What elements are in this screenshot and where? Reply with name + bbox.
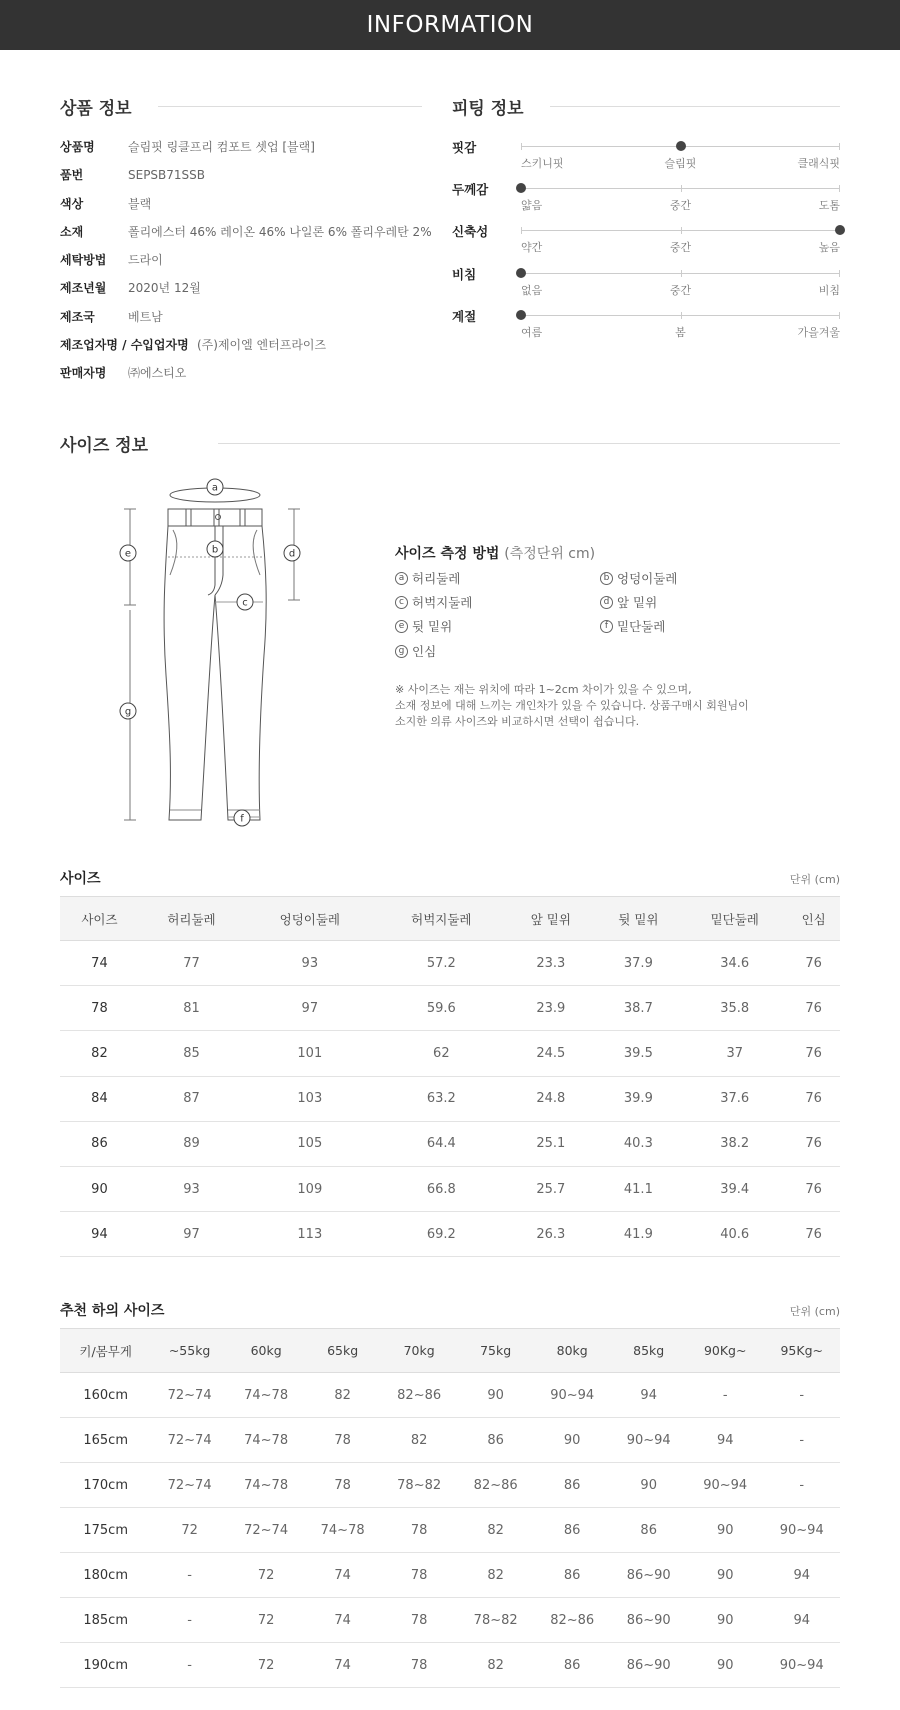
table-cell: 90 (687, 1598, 764, 1643)
measure-item (600, 569, 677, 587)
table-cell: 23.3 (507, 941, 595, 986)
fitting-tick (681, 312, 682, 319)
table-cell: 94 (763, 1553, 840, 1598)
measure-label: 인심 (412, 644, 437, 659)
table-cell: 103 (244, 1076, 376, 1121)
table-cell: 77 (139, 941, 244, 986)
table-cell: 78 (304, 1463, 381, 1508)
fitting-tick (681, 227, 682, 234)
table-cell: 74~78 (228, 1418, 305, 1463)
marker-g: g (124, 706, 132, 718)
table-row (60, 986, 840, 1031)
product-info-value: (주)제이엘 엔터프라이즈 (197, 338, 327, 353)
table-cell: 74~78 (228, 1463, 305, 1508)
table-cell: 78 (381, 1553, 458, 1598)
fitting-scale-label: 클래식핏 (797, 157, 840, 170)
table-cell: 90~94 (763, 1643, 840, 1688)
measure-label: 밑단둘레 (617, 619, 666, 634)
product-info-value: 베트남 (128, 309, 163, 324)
divider (550, 106, 840, 107)
product-info-key: 색상 (60, 196, 84, 211)
table-cell: 34.6 (682, 941, 787, 986)
fitting-info-heading (452, 94, 840, 119)
table-cell: 97 (139, 1212, 244, 1257)
table-cell: 63.2 (376, 1076, 508, 1121)
table-cell: 38.2 (682, 1121, 787, 1166)
column-header: 85kg (610, 1329, 687, 1373)
product-info-row (60, 194, 440, 222)
table-cell: 90 (687, 1553, 764, 1598)
table-cell: 59.6 (376, 986, 508, 1031)
measure-item (600, 593, 657, 611)
fitting-indicator (516, 268, 526, 278)
table-cell: 90 (687, 1508, 764, 1553)
product-info-row (60, 250, 440, 278)
column-header: 밑단둘레 (682, 897, 787, 941)
table-cell: 87 (139, 1076, 244, 1121)
measure-label: 허벅지둘레 (412, 595, 473, 610)
fitting-row (452, 179, 840, 221)
marker-circle: e (395, 620, 408, 633)
table-cell: 40.6 (682, 1212, 787, 1257)
table-cell: 24.8 (507, 1076, 595, 1121)
table-cell: 23.9 (507, 986, 595, 1031)
table-cell: 82 (457, 1553, 534, 1598)
table-cell: 35.8 (682, 986, 787, 1031)
product-info-row (60, 278, 440, 306)
fitting-scale-label: 중간 (669, 241, 692, 255)
table-cell: 26.3 (507, 1212, 595, 1257)
pants-illustration (110, 475, 310, 835)
table-cell: 93 (244, 941, 376, 986)
fitting-scale-label: 슬림핏 (664, 157, 697, 170)
table-cell: 72~74 (151, 1418, 228, 1463)
product-info-list (60, 137, 440, 392)
fitting-key: 계절 (452, 308, 477, 324)
marker-circle: c (395, 596, 408, 609)
table-cell: 24.5 (507, 1031, 595, 1076)
column-header: 60kg (228, 1329, 305, 1373)
table-cell: 74~78 (304, 1508, 381, 1553)
marker-a: a (211, 482, 219, 494)
product-info-key: 세탁방법 (60, 253, 107, 268)
divider (158, 106, 422, 107)
table-row (60, 1508, 840, 1553)
fitting-key: 비침 (452, 266, 477, 282)
fitting-row (452, 264, 840, 306)
table-cell: 25.1 (507, 1121, 595, 1166)
table-cell: 90 (457, 1373, 534, 1418)
table-cell: - (687, 1373, 764, 1418)
column-header: 엉덩이둘레 (244, 897, 376, 941)
table-cell: 185cm (60, 1598, 151, 1643)
table-cell: 94 (610, 1373, 687, 1418)
column-header: 뒷 밑위 (595, 897, 683, 941)
table-cell: 90~94 (763, 1508, 840, 1553)
table-cell: 76 (787, 986, 840, 1031)
column-header: 허리둘레 (139, 897, 244, 941)
table-cell: 38.7 (595, 986, 683, 1031)
table-cell: 39.9 (595, 1076, 683, 1121)
table-cell: - (763, 1373, 840, 1418)
column-header: 65kg (304, 1329, 381, 1373)
fitting-key: 두께감 (452, 182, 489, 198)
column-header: 75kg (457, 1329, 534, 1373)
table-cell: 76 (787, 1031, 840, 1076)
fitting-key: 신축성 (452, 224, 489, 240)
table-cell: 76 (787, 1076, 840, 1121)
table-cell: 113 (244, 1212, 376, 1257)
table-cell: 90 (610, 1463, 687, 1508)
table-cell: 78 (381, 1508, 458, 1553)
table-cell: 86 (457, 1418, 534, 1463)
product-info-value: 드라이 (128, 253, 163, 268)
marker-circle: d (600, 596, 613, 609)
note-line: 소지한 의류 사이즈와 비교하시면 선택이 쉽습니다. (395, 715, 640, 728)
table-cell: 41.1 (595, 1166, 683, 1211)
column-header: 키/몸무게 (60, 1329, 151, 1373)
table-cell: 74 (60, 941, 139, 986)
table-row (60, 941, 840, 986)
table-cell: 109 (244, 1166, 376, 1211)
measure-item (395, 642, 436, 660)
table-row (60, 1418, 840, 1463)
table-cell: - (151, 1598, 228, 1643)
fitting-row (452, 137, 840, 179)
rec-table-unit: 단위 (cm) (789, 1305, 840, 1318)
table-cell: 82~86 (457, 1463, 534, 1508)
measure-item (395, 617, 452, 635)
header-title: INFORMATION (366, 12, 534, 38)
table-cell: 94 (687, 1418, 764, 1463)
product-info-row (60, 137, 440, 165)
table-cell: 78~82 (457, 1598, 534, 1643)
table-cell: 82~86 (381, 1373, 458, 1418)
size-table (60, 896, 840, 1257)
table-cell: 78~82 (381, 1463, 458, 1508)
table-cell: 57.2 (376, 941, 508, 986)
table-row (60, 1031, 840, 1076)
table-cell: 62 (376, 1031, 508, 1076)
table-cell: 86~90 (610, 1553, 687, 1598)
table-cell: 180cm (60, 1553, 151, 1598)
table-row (60, 1121, 840, 1166)
table-cell: 72~74 (228, 1508, 305, 1553)
measure-items (395, 569, 795, 669)
product-info-row (60, 307, 440, 335)
product-info-key: 제조업자명 / 수입업자명 (60, 338, 189, 353)
column-header: 허벅지둘레 (376, 897, 508, 941)
marker-circle: f (600, 620, 613, 633)
table-row (60, 1463, 840, 1508)
table-cell: 76 (787, 1212, 840, 1257)
product-info-value: 블랙 (128, 196, 152, 211)
product-info-row (60, 363, 440, 391)
marker-b: b (211, 544, 219, 556)
table-cell: 105 (244, 1121, 376, 1166)
table-cell: 86 (610, 1508, 687, 1553)
table-cell: 37.6 (682, 1076, 787, 1121)
measure-label: 허리둘레 (412, 571, 461, 586)
table-cell: 82 (457, 1643, 534, 1688)
product-info-value: SEPSB71SSB (128, 168, 206, 183)
fitting-tick (839, 143, 840, 150)
fitting-scale-label: 비침 (818, 283, 840, 297)
fitting-scale-label: 스키니핏 (521, 157, 564, 170)
fitting-tick (681, 185, 682, 192)
table-cell: 94 (60, 1212, 139, 1257)
column-header: 앞 밑위 (507, 897, 595, 941)
table-cell: 160cm (60, 1373, 151, 1418)
table-cell: 81 (139, 986, 244, 1031)
fitting-indicator (516, 310, 526, 320)
fitting-tick (839, 270, 840, 277)
table-cell: 72 (228, 1598, 305, 1643)
product-info-heading (60, 94, 422, 119)
size-table-title: 사이즈 (60, 871, 101, 887)
table-cell: - (151, 1553, 228, 1598)
fitting-scale-label: 얇음 (521, 199, 543, 213)
fitting-tick (521, 227, 522, 234)
product-info-title: 상품 정보 (60, 99, 132, 119)
column-header: 90Kg~ (687, 1329, 764, 1373)
size-info-heading (60, 431, 840, 456)
measure-label: 앞 밑위 (617, 595, 658, 610)
table-row (60, 1373, 840, 1418)
information-header (0, 0, 900, 50)
size-measure-guide (395, 543, 795, 728)
product-info-row (60, 335, 440, 363)
table-cell: 86 (534, 1463, 611, 1508)
product-info-key: 상품명 (60, 140, 95, 154)
product-info-value: 폴리에스터 46% 레이온 46% 나일론 6% 폴리우레탄 2% (128, 224, 432, 239)
table-cell: 86 (534, 1643, 611, 1688)
size-info-title: 사이즈 정보 (60, 436, 149, 456)
product-info-value: 슬림핏 링클프리 컴포트 셋업 [블랙] (128, 140, 315, 154)
product-info-key: 품번 (60, 168, 84, 183)
table-header-row (60, 897, 840, 941)
table-row (60, 1553, 840, 1598)
table-cell: 76 (787, 1166, 840, 1211)
table-header-row (60, 1329, 840, 1373)
table-cell: 90~94 (534, 1373, 611, 1418)
fitting-tick (681, 270, 682, 277)
table-cell: 93 (139, 1166, 244, 1211)
table-cell: 89 (139, 1121, 244, 1166)
table-cell: 86~90 (610, 1643, 687, 1688)
table-cell: - (763, 1463, 840, 1508)
table-cell: 25.7 (507, 1166, 595, 1211)
table-cell: 90~94 (687, 1463, 764, 1508)
table-row (60, 1076, 840, 1121)
fitting-key: 핏감 (452, 140, 477, 155)
fitting-indicator (676, 141, 686, 151)
marker-c: c (242, 597, 248, 609)
table-cell: 190cm (60, 1643, 151, 1688)
table-cell: 78 (60, 986, 139, 1031)
product-info-row (60, 165, 440, 193)
fitting-tick (521, 143, 522, 150)
table-cell: 41.9 (595, 1212, 683, 1257)
table-cell: 90 (687, 1643, 764, 1688)
measure-item (600, 617, 665, 635)
table-cell: 175cm (60, 1508, 151, 1553)
product-info-value: ㈜에스티오 (128, 366, 187, 381)
table-cell: 86 (60, 1121, 139, 1166)
fitting-scale-label: 중간 (669, 199, 692, 213)
table-row (60, 1643, 840, 1688)
size-table-unit: 단위 (cm) (789, 873, 840, 886)
fitting-scale-label: 봄 (675, 325, 686, 339)
table-cell: 82 (60, 1031, 139, 1076)
table-cell: - (151, 1643, 228, 1688)
measure-item (395, 593, 472, 611)
table-cell: 74~78 (228, 1373, 305, 1418)
table-cell: 86 (534, 1553, 611, 1598)
measure-label: 뒷 밑위 (412, 619, 453, 634)
table-cell: 76 (787, 941, 840, 986)
table-cell: 74 (304, 1553, 381, 1598)
fitting-info-list (452, 137, 840, 348)
table-cell: 37 (682, 1031, 787, 1076)
table-row (60, 1598, 840, 1643)
measure-title (395, 543, 795, 563)
fitting-scale-label: 도톰 (818, 199, 840, 213)
table-cell: 165cm (60, 1418, 151, 1463)
fitting-info-title: 피팅 정보 (452, 99, 524, 119)
fitting-scale-label: 중간 (669, 283, 692, 297)
size-note (395, 682, 749, 730)
note-line: ※ 사이즈는 재는 위치에 따라 1~2cm 차이가 있을 수 있으며, (395, 683, 692, 696)
table-cell: 97 (244, 986, 376, 1031)
table-cell: 170cm (60, 1463, 151, 1508)
measure-label: 엉덩이둘레 (617, 571, 678, 586)
table-cell: 78 (304, 1418, 381, 1463)
marker-e: e (124, 548, 132, 560)
column-header: 80kg (534, 1329, 611, 1373)
marker-circle: b (600, 572, 613, 585)
table-cell: 40.3 (595, 1121, 683, 1166)
fitting-indicator (516, 183, 526, 193)
table-cell: 64.4 (376, 1121, 508, 1166)
product-info-key: 제조년월 (60, 281, 107, 296)
measure-item (395, 569, 460, 587)
table-cell: 85 (139, 1031, 244, 1076)
table-cell: 72 (228, 1553, 305, 1598)
fitting-row (452, 306, 840, 348)
table-cell: 82 (381, 1418, 458, 1463)
product-info-value: 2020년 12월 (128, 281, 201, 296)
fitting-scale-label: 없음 (521, 283, 543, 297)
fitting-scale-label: 높음 (818, 241, 840, 255)
table-cell: 72~74 (151, 1373, 228, 1418)
table-cell: 82 (457, 1508, 534, 1553)
table-cell: 72 (228, 1643, 305, 1688)
marker-circle: g (395, 645, 408, 658)
table-cell: 78 (381, 1643, 458, 1688)
table-cell: 69.2 (376, 1212, 508, 1257)
marker-d: d (288, 548, 296, 560)
measure-title-text: 사이즈 측정 방법 (395, 546, 500, 562)
table-cell: 82~86 (534, 1598, 611, 1643)
table-cell: 37.9 (595, 941, 683, 986)
table-cell: 74 (304, 1598, 381, 1643)
table-cell: 90~94 (610, 1418, 687, 1463)
table-cell: 101 (244, 1031, 376, 1076)
table-cell: 86~90 (610, 1598, 687, 1643)
table-cell: 90 (534, 1418, 611, 1463)
table-cell: 74 (304, 1643, 381, 1688)
fitting-tick (839, 312, 840, 319)
product-info-key: 판매자명 (60, 366, 107, 381)
fitting-scale-label: 여름 (521, 325, 543, 339)
table-cell: 66.8 (376, 1166, 508, 1211)
table-cell: 39.4 (682, 1166, 787, 1211)
fitting-scale-label: 약간 (521, 241, 543, 255)
divider (218, 443, 840, 444)
rec-table-title: 추천 하의 사이즈 (60, 1303, 165, 1319)
marker-circle: a (395, 572, 408, 585)
table-cell: 78 (381, 1598, 458, 1643)
table-cell: 94 (763, 1598, 840, 1643)
table-cell: 90 (60, 1166, 139, 1211)
fitting-tick (839, 185, 840, 192)
column-header: 95Kg~ (763, 1329, 840, 1373)
table-row (60, 1212, 840, 1257)
product-info-key: 소재 (60, 224, 84, 239)
marker-f: f (240, 813, 244, 825)
table-cell: - (763, 1418, 840, 1463)
table-cell: 39.5 (595, 1031, 683, 1076)
product-info-key: 제조국 (60, 309, 95, 324)
table-cell: 72~74 (151, 1463, 228, 1508)
product-info-row (60, 222, 440, 250)
table-cell: 76 (787, 1121, 840, 1166)
fitting-indicator (835, 225, 845, 235)
fitting-row (452, 221, 840, 263)
table-cell: 84 (60, 1076, 139, 1121)
table-row (60, 1166, 840, 1211)
column-header: 인심 (787, 897, 840, 941)
column-header: ~55kg (151, 1329, 228, 1373)
rec-size-table (60, 1328, 840, 1688)
column-header: 70kg (381, 1329, 458, 1373)
column-header: 사이즈 (60, 897, 139, 941)
table-cell: 72 (151, 1508, 228, 1553)
fitting-scale-label: 가을겨울 (797, 325, 840, 339)
table-cell: 82 (304, 1373, 381, 1418)
table-cell: 86 (534, 1508, 611, 1553)
measure-unit: (측정단위 cm) (504, 546, 596, 562)
note-line: 소재 정보에 대해 느끼는 개인차가 있을 수 있습니다. 상품구매시 회원님이 (395, 699, 749, 712)
